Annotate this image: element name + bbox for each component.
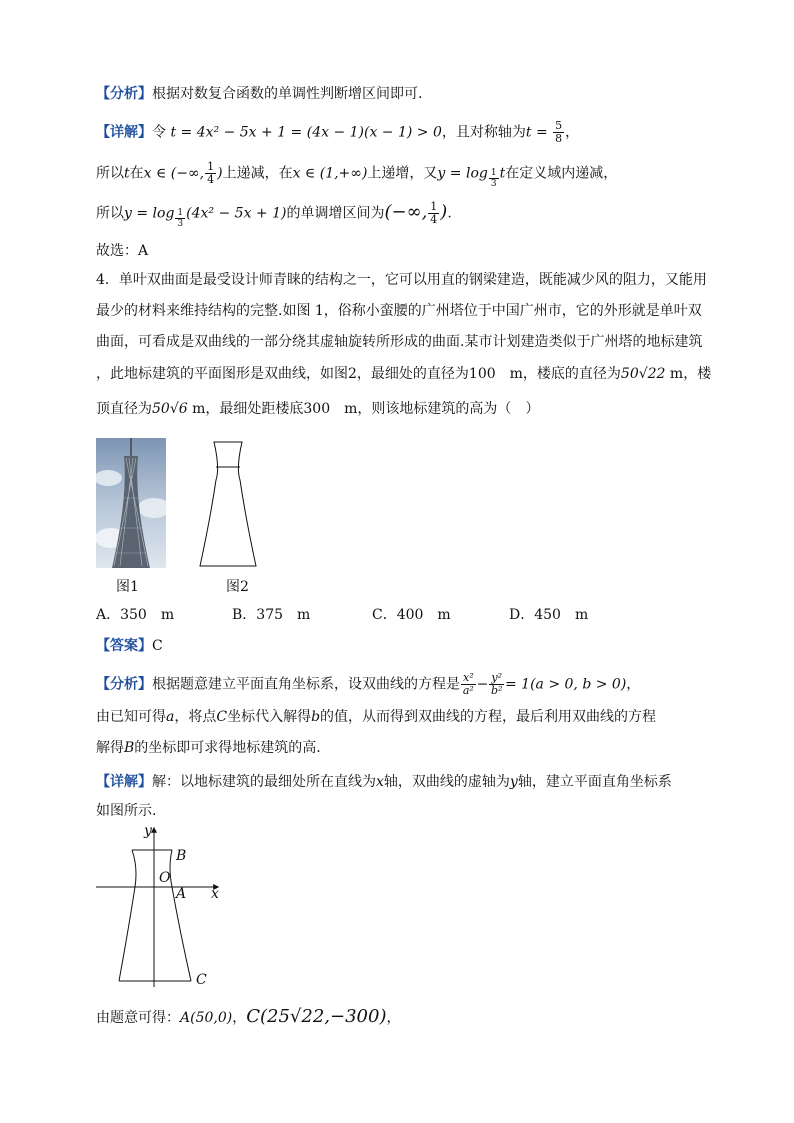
axis-fraction xyxy=(553,120,564,145)
detail-2-line-1 xyxy=(96,772,716,792)
question-line-2 xyxy=(96,301,716,321)
label-o: O xyxy=(159,870,171,886)
question-text: 最少的材料来维持结构的完整.如图 1，俗称小蛮腰的广州塔位于中国广州市，它的外形就是单叶双 xyxy=(96,303,702,319)
detail-tag: 【详解】 xyxy=(96,774,152,790)
var-a: a xyxy=(166,709,175,725)
log-argument: (4x² − 5x + 1) xyxy=(186,205,287,222)
interval-fraction xyxy=(428,201,439,226)
top-diameter: 50√6 xyxy=(152,401,188,417)
text-segment: 解：以地标建筑的最细处所在直线为 xyxy=(152,774,376,790)
fraction-num: x² xyxy=(463,671,474,684)
detail-2-line-2 xyxy=(96,801,716,821)
fraction-num: y² xyxy=(491,671,502,684)
text-segment: 在定义域内递减， xyxy=(505,165,618,182)
text-segment: 在 xyxy=(129,165,144,182)
text-segment: 轴，双曲线的虚轴为 xyxy=(383,774,510,790)
detail-line-3 xyxy=(96,201,716,229)
var-x: x xyxy=(376,774,384,790)
log-base xyxy=(175,208,185,229)
coordinate-diagram xyxy=(92,822,232,992)
analysis-2-line-1 xyxy=(96,672,716,697)
fraction-num: 1 xyxy=(490,167,497,178)
var-t: t xyxy=(124,165,130,182)
fraction-den: b² xyxy=(490,684,503,697)
question-line-5 xyxy=(96,399,716,419)
axis-numerator: 5 xyxy=(555,119,563,132)
detail-mid-text: ，且对称轴为 xyxy=(441,124,526,141)
detail-end: ， xyxy=(565,124,580,141)
detail-prefix: 令 xyxy=(152,124,166,141)
analysis-text: 根据对数复合函数的单调性判断增区间即可. xyxy=(152,86,423,102)
interval-start: (−∞, xyxy=(384,201,428,223)
var-B: B xyxy=(124,740,135,756)
minus-sign: − xyxy=(476,676,489,693)
fraction-num: 1 xyxy=(430,200,438,213)
var-b: b xyxy=(311,709,321,725)
text-segment: 轴，建立平面直角坐标系 xyxy=(517,774,672,790)
var-c: C xyxy=(216,709,228,725)
text-segment: 由已知可得 xyxy=(96,709,166,725)
interval-1-start: x ∈ (−∞, xyxy=(143,165,205,182)
answer-choice-line xyxy=(96,241,716,261)
fraction-num: 1 xyxy=(207,160,215,173)
equation-rest: = 1(a > 0, b > 0) xyxy=(504,676,627,693)
question-text: 顶直径为 xyxy=(96,401,152,417)
text-segment: 上递增，又 xyxy=(367,165,438,182)
text-segment: 上递减，在 xyxy=(222,165,293,182)
text-segment: ， xyxy=(386,1010,401,1026)
analysis-2-line-2 xyxy=(96,707,716,727)
analysis-tag: 【分析】 xyxy=(96,86,152,102)
label-x: x xyxy=(211,886,219,902)
interval-1-end: ) xyxy=(217,165,223,182)
point-c: C(25√22,−300) xyxy=(246,1006,387,1027)
question-text: 曲面，可看成是双曲线的一部分绕其虚轴旋转所形成的曲面.某市计划建造类似于广州塔的地标建筑 xyxy=(96,334,703,350)
text-segment: ， xyxy=(626,676,641,693)
text-segment: 所以 xyxy=(96,165,124,182)
hyperbola-outline-figure xyxy=(188,440,268,570)
label-c: C xyxy=(196,972,207,988)
point-a: A(50,0) xyxy=(180,1010,233,1026)
analysis-line-1 xyxy=(96,84,716,104)
final-line xyxy=(96,1007,716,1028)
figure-1-caption: 图1 xyxy=(116,579,139,595)
analysis-text: 根据题意建立平面直角坐标系，设双曲线的方程是 xyxy=(152,676,460,693)
substitution-expression: t = 4x² − 5x + 1 = (4x − 1)(x − 1) > 0 xyxy=(170,124,442,141)
fraction-den: 4 xyxy=(207,173,215,186)
fraction-den: a² xyxy=(462,684,474,697)
log-function: y = log xyxy=(124,205,175,222)
analysis-tag: 【分析】 xyxy=(96,676,152,693)
option-b[interactable]: B．375 m xyxy=(232,607,311,623)
answer-tag: 【答案】 xyxy=(96,638,152,654)
question-text: m，楼 xyxy=(665,366,712,382)
text-segment: ，将点 xyxy=(174,709,217,725)
detail-tag: 【详解】 xyxy=(96,124,152,141)
axis-lhs: t = xyxy=(525,124,548,141)
hyperbola-x-term xyxy=(461,672,476,697)
log-base xyxy=(489,168,499,189)
fraction-den: 3 xyxy=(490,178,497,189)
question-line-1 xyxy=(96,270,716,290)
question-line-4 xyxy=(96,364,716,384)
var-y: y xyxy=(509,774,518,790)
interval-2: x ∈ (1,+∞) xyxy=(292,165,368,182)
question-line-3 xyxy=(96,332,716,352)
text-segment: 所以 xyxy=(96,205,124,222)
detail-line-1 xyxy=(96,120,716,145)
interval-1-fraction xyxy=(205,161,216,186)
log-function: y = log xyxy=(437,165,488,182)
answer-line xyxy=(96,636,716,656)
log-argument: t xyxy=(499,165,506,182)
interval-end: ) xyxy=(440,201,448,223)
text-segment: 如图所示. xyxy=(96,803,157,819)
analysis-2-line-3 xyxy=(96,738,716,758)
label-b: B xyxy=(176,848,187,864)
text-segment: 的单调增区间为 xyxy=(286,205,385,222)
text-segment: 解得 xyxy=(96,740,124,756)
hyperbola-right-branch xyxy=(170,850,191,981)
question-text: 4．单叶双曲面是最受设计师青睐的结构之一，它可以用直的钢梁建造，既能减少风的阻力，又能用 xyxy=(96,272,707,288)
detail-line-2 xyxy=(96,161,716,189)
option-a[interactable]: A．350 m xyxy=(96,607,175,623)
answer-choice: 故选：A xyxy=(96,243,149,259)
text-segment: . xyxy=(447,205,452,222)
label-y: y xyxy=(144,823,152,839)
figure-2-caption: 图2 xyxy=(226,579,249,595)
question-text: m，最细处距楼底300 m，则该地标建筑的高为（ ） xyxy=(187,401,540,417)
answer-value: C xyxy=(152,638,163,654)
hyperbola-left-branch xyxy=(119,850,136,981)
fraction-num: 1 xyxy=(177,207,184,218)
question-text: ，此地标建筑的平面图形是双曲线，如图2，最细处的直径为100 m，楼底的直径为 xyxy=(96,366,621,382)
tower-photo xyxy=(96,438,166,568)
text-segment: 由题意可得： xyxy=(96,1010,180,1026)
text-segment: ， xyxy=(232,1010,247,1026)
option-c[interactable]: C．400 m xyxy=(372,607,451,623)
fraction-den: 4 xyxy=(430,213,438,226)
label-a: A xyxy=(176,886,187,902)
fraction-den: 3 xyxy=(177,218,184,229)
text-segment: 的值，从而得到双曲线的方程，最后利用双曲线的方程 xyxy=(320,709,657,725)
text-segment: 坐标代入解得 xyxy=(227,709,312,725)
option-d[interactable]: D．450 m xyxy=(509,607,589,623)
axis-denominator: 8 xyxy=(555,132,563,145)
hyperbola-y-term xyxy=(489,672,504,697)
text-segment: 的坐标即可求得地标建筑的高. xyxy=(134,740,321,756)
base-diameter: 50√22 xyxy=(620,366,666,382)
